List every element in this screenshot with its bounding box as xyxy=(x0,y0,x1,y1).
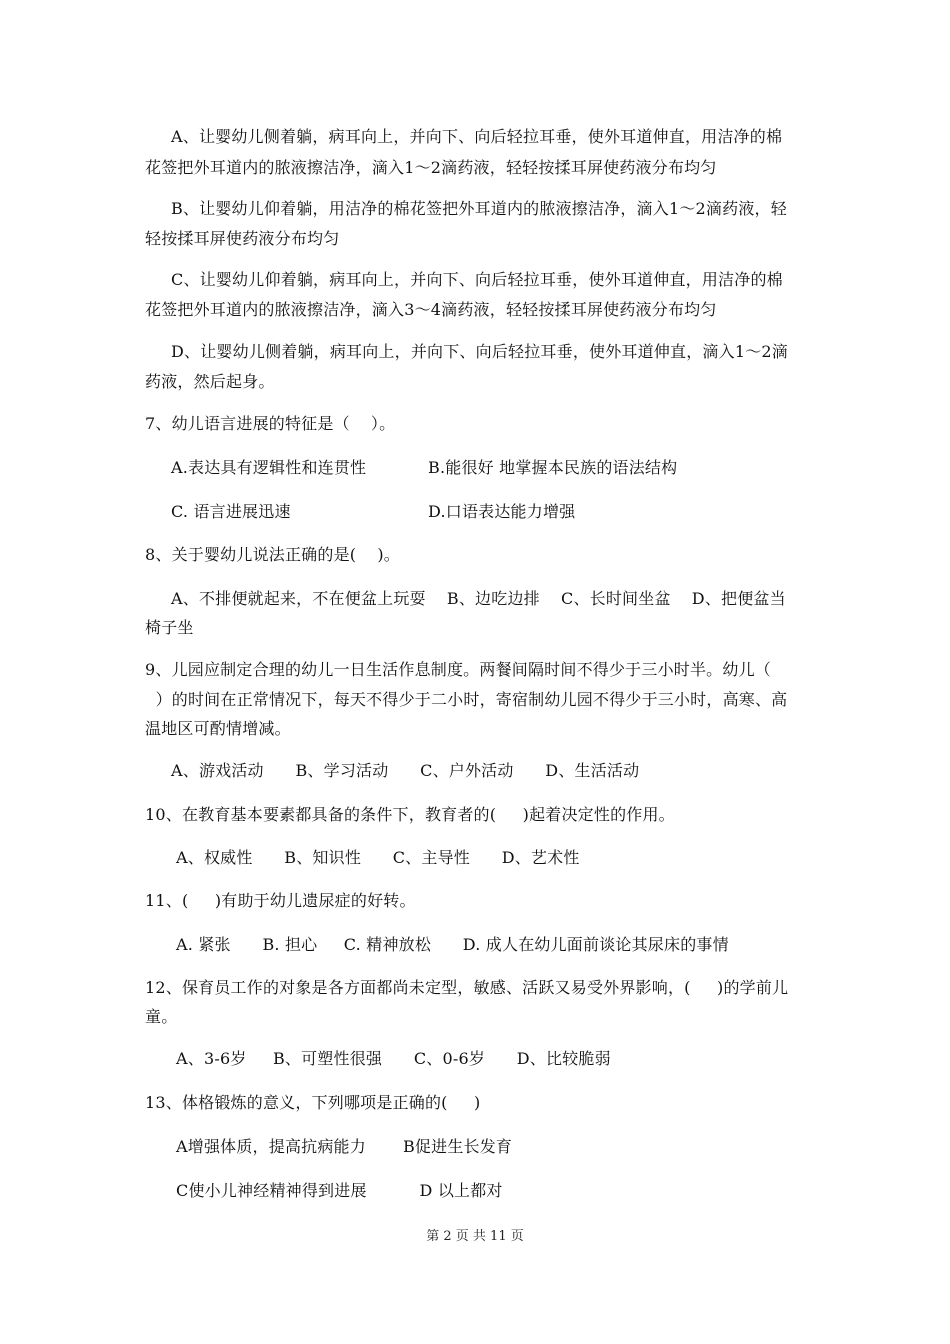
q13-stem: 13、体格锻炼的意义，下列哪项是正确的( ) xyxy=(145,1093,481,1112)
q10-stem: 10、在教育基本要素都具备的条件下，教育者的( )起着决定性的作用。 xyxy=(145,805,675,824)
q9-stem-line3: 温地区可酌情增减。 xyxy=(145,719,291,738)
q6-option-b-line1: B、让婴幼儿仰着躺，用洁净的棉花签把外耳道内的脓液擦洁净，滴入1～2滴药液，轻 xyxy=(171,199,787,218)
q10-options: A、权威性 B、知识性 C、主导性 D、艺术性 xyxy=(176,848,580,867)
q11-options: A. 紧张 B. 担心 C. 精神放松 D. 成人在幼儿面前谈论其尿床的事情 xyxy=(176,935,729,954)
q7-option-b: B.能很好 地掌握本民族的语法结构 xyxy=(428,458,678,477)
q6-option-b-line2: 轻按揉耳屏使药液分布均匀 xyxy=(145,229,340,248)
q7-stem: 7、幼儿语言进展的特征是（ ）。 xyxy=(145,414,396,433)
q12-stem-line2: 童。 xyxy=(145,1007,178,1026)
q7-option-c: C. 语言进展迅速 xyxy=(171,502,291,521)
q13-options-line1: A增强体质，提高抗病能力 B促进生长发育 xyxy=(176,1137,513,1156)
q13-options-line2: C使小儿神经精神得到进展 D 以上都对 xyxy=(176,1181,503,1200)
q11-stem: 11、( )有助于幼儿遗尿症的好转。 xyxy=(145,891,416,910)
q8-options-line2: 椅子坐 xyxy=(145,618,194,637)
q9-options: A、游戏活动 B、学习活动 C、户外活动 D、生活活动 xyxy=(171,761,640,780)
q6-option-c-line2: 花签把外耳道内的脓液擦洁净，滴入3～4滴药液，轻轻按揉耳屏使药液分布均匀 xyxy=(145,300,717,319)
q9-stem-line1: 9、儿园应制定合理的幼儿一日生活作息制度。两餐间隔时间不得少于三小时半。幼儿（ xyxy=(145,660,771,679)
q9-stem-line2: ）的时间在正常情况下，每天不得少于二小时，寄宿制幼儿园不得少于三小时，高寒、高 xyxy=(145,690,788,709)
q6-option-d-line1: D、让婴幼儿侧着躺，病耳向上，并向下、向后轻拉耳垂，使外耳道伸直，滴入1～2滴 xyxy=(171,342,788,361)
q7-option-a: A.表达具有逻辑性和连贯性 xyxy=(171,458,367,477)
q6-option-c-line1: C、让婴幼儿仰着躺，病耳向上，并向下、向后轻拉耳垂，使外耳道伸直，用洁净的棉 xyxy=(171,270,783,289)
q6-option-a-line2: 花签把外耳道内的脓液擦洁净，滴入1～2滴药液，轻轻按揉耳屏使药液分布均匀 xyxy=(145,158,717,177)
q8-stem: 8、关于婴幼儿说法正确的是( )。 xyxy=(145,545,401,564)
q6-option-d-line2: 药液，然后起身。 xyxy=(145,372,275,391)
q8-options-line1: A、不排便就起来，不在便盆上玩耍 B、边吃边排 C、长时间坐盆 D、把便盆当 xyxy=(171,589,786,608)
page-number-footer: 第 2 页 共 11 页 xyxy=(426,1229,524,1244)
q12-stem-line1: 12、保育员工作的对象是各方面都尚未定型，敏感、活跃又易受外界影响，( )的学前儿 xyxy=(145,978,789,997)
q12-options: A、3-6岁 B、可塑性很强 C、0-6岁 D、比较脆弱 xyxy=(176,1049,611,1068)
q7-option-d: D.口语表达能力增强 xyxy=(428,502,576,521)
q6-option-a-line1: A、让婴幼儿侧着躺，病耳向上，并向下、向后轻拉耳垂，使外耳道伸直，用洁净的棉 xyxy=(171,127,783,146)
